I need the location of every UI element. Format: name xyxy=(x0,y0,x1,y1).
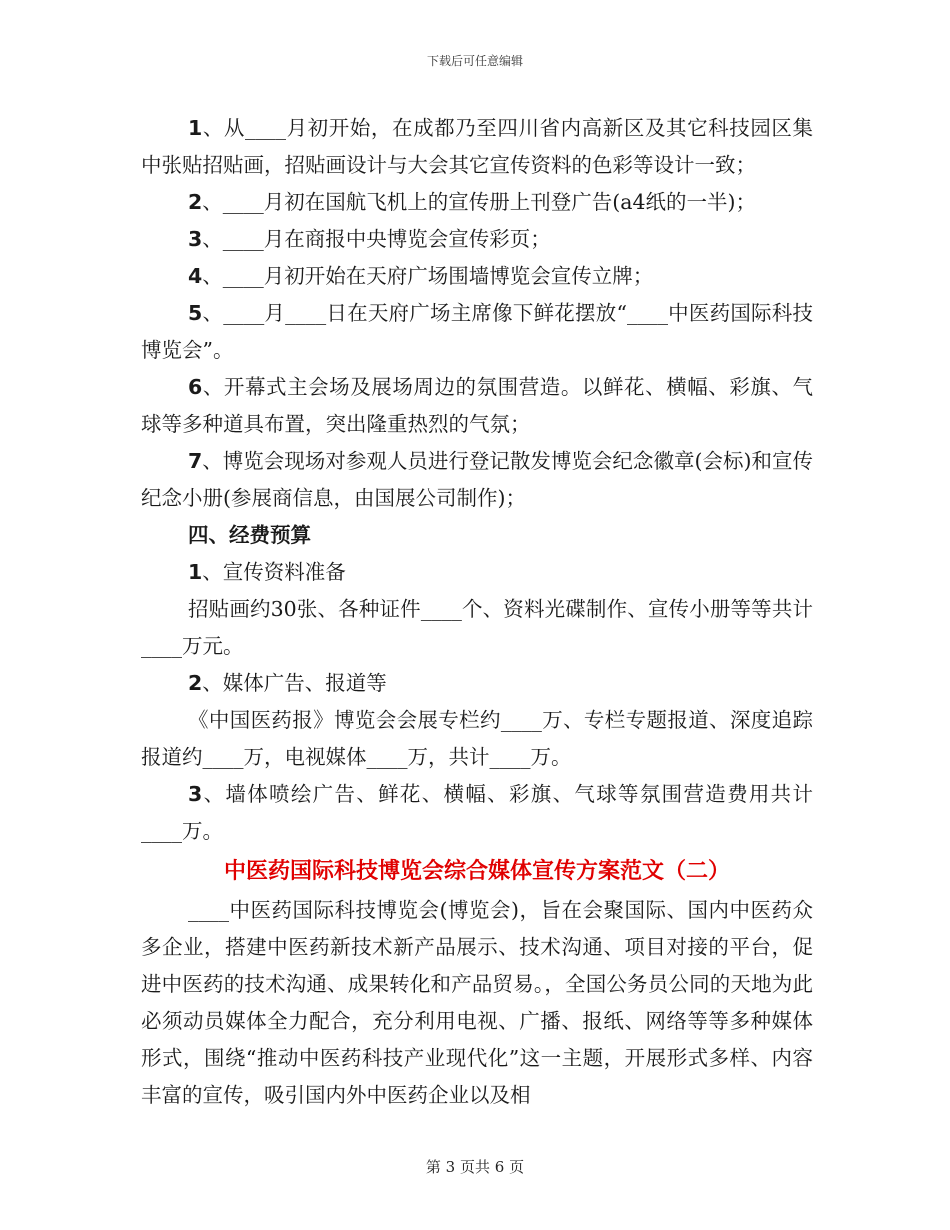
item-label: 、宣传资料准备 xyxy=(202,560,346,584)
item-text: 、____月初开始在天府广场围墙博览会宣传立牌； xyxy=(202,264,654,288)
budget-item-heading xyxy=(141,665,813,702)
list-item xyxy=(141,221,813,258)
item-number: 1 xyxy=(188,560,203,584)
document-title: 中医药国际科技博览会综合媒体宣传方案范文（二） xyxy=(223,859,730,884)
item-number: 7 xyxy=(188,449,203,473)
budget-item-text: 《中国医药报》博览会会展专栏约____万、专栏专题报道、深度追踪报道约____万，电视媒体____万，共计____万。 xyxy=(141,708,813,769)
intro-paragraph: ____中医药国际科技博览会(博览会)，旨在会聚国际、国内中医药众多企业，搭建中医药新技术新产品展示、技术沟通、项目对接的平台，促进中医药的技术沟通、成果转化和产品贸易。，全国公务员公同的天地为此必须动员媒体全力配合，充分利用电视、广播、报纸、网络等等多种媒体形式，围绕“推动中医药科技产业现代化”这一主题，开展形式多样、内容丰富的宣传，吸引国内外中医药企业以及相 xyxy=(141,898,813,1107)
item-number: 2 xyxy=(188,190,203,214)
item-number: 1 xyxy=(188,116,203,140)
list-item xyxy=(141,184,813,221)
item-number: 3 xyxy=(188,782,203,806)
item-number: 4 xyxy=(188,264,203,288)
item-text: 、____月____日在天府广场主席像下鲜花摆放“____中医药国际科技博览会”。 xyxy=(141,301,813,362)
item-label: 、墙体喷绘广告、鲜花、横幅、彩旗、气球等氛围营造费用共计____万。 xyxy=(141,782,813,843)
page-footer: 第 3 页共 6 页 xyxy=(425,1158,525,1176)
item-text: 、____月初在国航飞机上的宣传册上刊登广告(a4纸的一半)； xyxy=(202,190,757,214)
list-item xyxy=(141,110,813,184)
list-item xyxy=(141,443,813,517)
document-body xyxy=(141,110,813,1114)
list-item xyxy=(141,258,813,295)
item-label: 、媒体广告、报道等 xyxy=(202,671,387,695)
item-text: 、____月在商报中央博览会宣传彩页； xyxy=(202,227,551,251)
item-text: 、开幕式主会场及展场周边的氛围营造。以鲜花、横幅、彩旗、气球等多种道具布置，突出隆重热烈的气氛； xyxy=(141,375,813,436)
budget-item-heading xyxy=(141,776,813,850)
budget-item-text: 招贴画约30张、各种证件____个、资料光碟制作、宣传小册等等共计____万元。 xyxy=(141,597,813,658)
item-number: 3 xyxy=(188,227,203,251)
section-heading: 四、经费预算 xyxy=(188,523,311,547)
item-number: 2 xyxy=(188,671,203,695)
item-number: 6 xyxy=(188,375,203,399)
page-header: 下载后可任意编辑 xyxy=(426,54,523,68)
item-text: 、博览会现场对参观人员进行登记散发博览会纪念徽章(会标)和宣传纪念小册(参展商信息，由国展公司制作)； xyxy=(141,449,813,510)
budget-item-heading xyxy=(141,554,813,591)
list-item xyxy=(141,369,813,443)
list-item xyxy=(141,295,813,369)
item-text: 、从____月初开始，在成都乃至四川省内高新区及其它科技园区集中张贴招贴画，招贴画设计与大会其它宣传资料的色彩等设计一致； xyxy=(141,116,813,177)
item-number: 5 xyxy=(188,301,203,325)
